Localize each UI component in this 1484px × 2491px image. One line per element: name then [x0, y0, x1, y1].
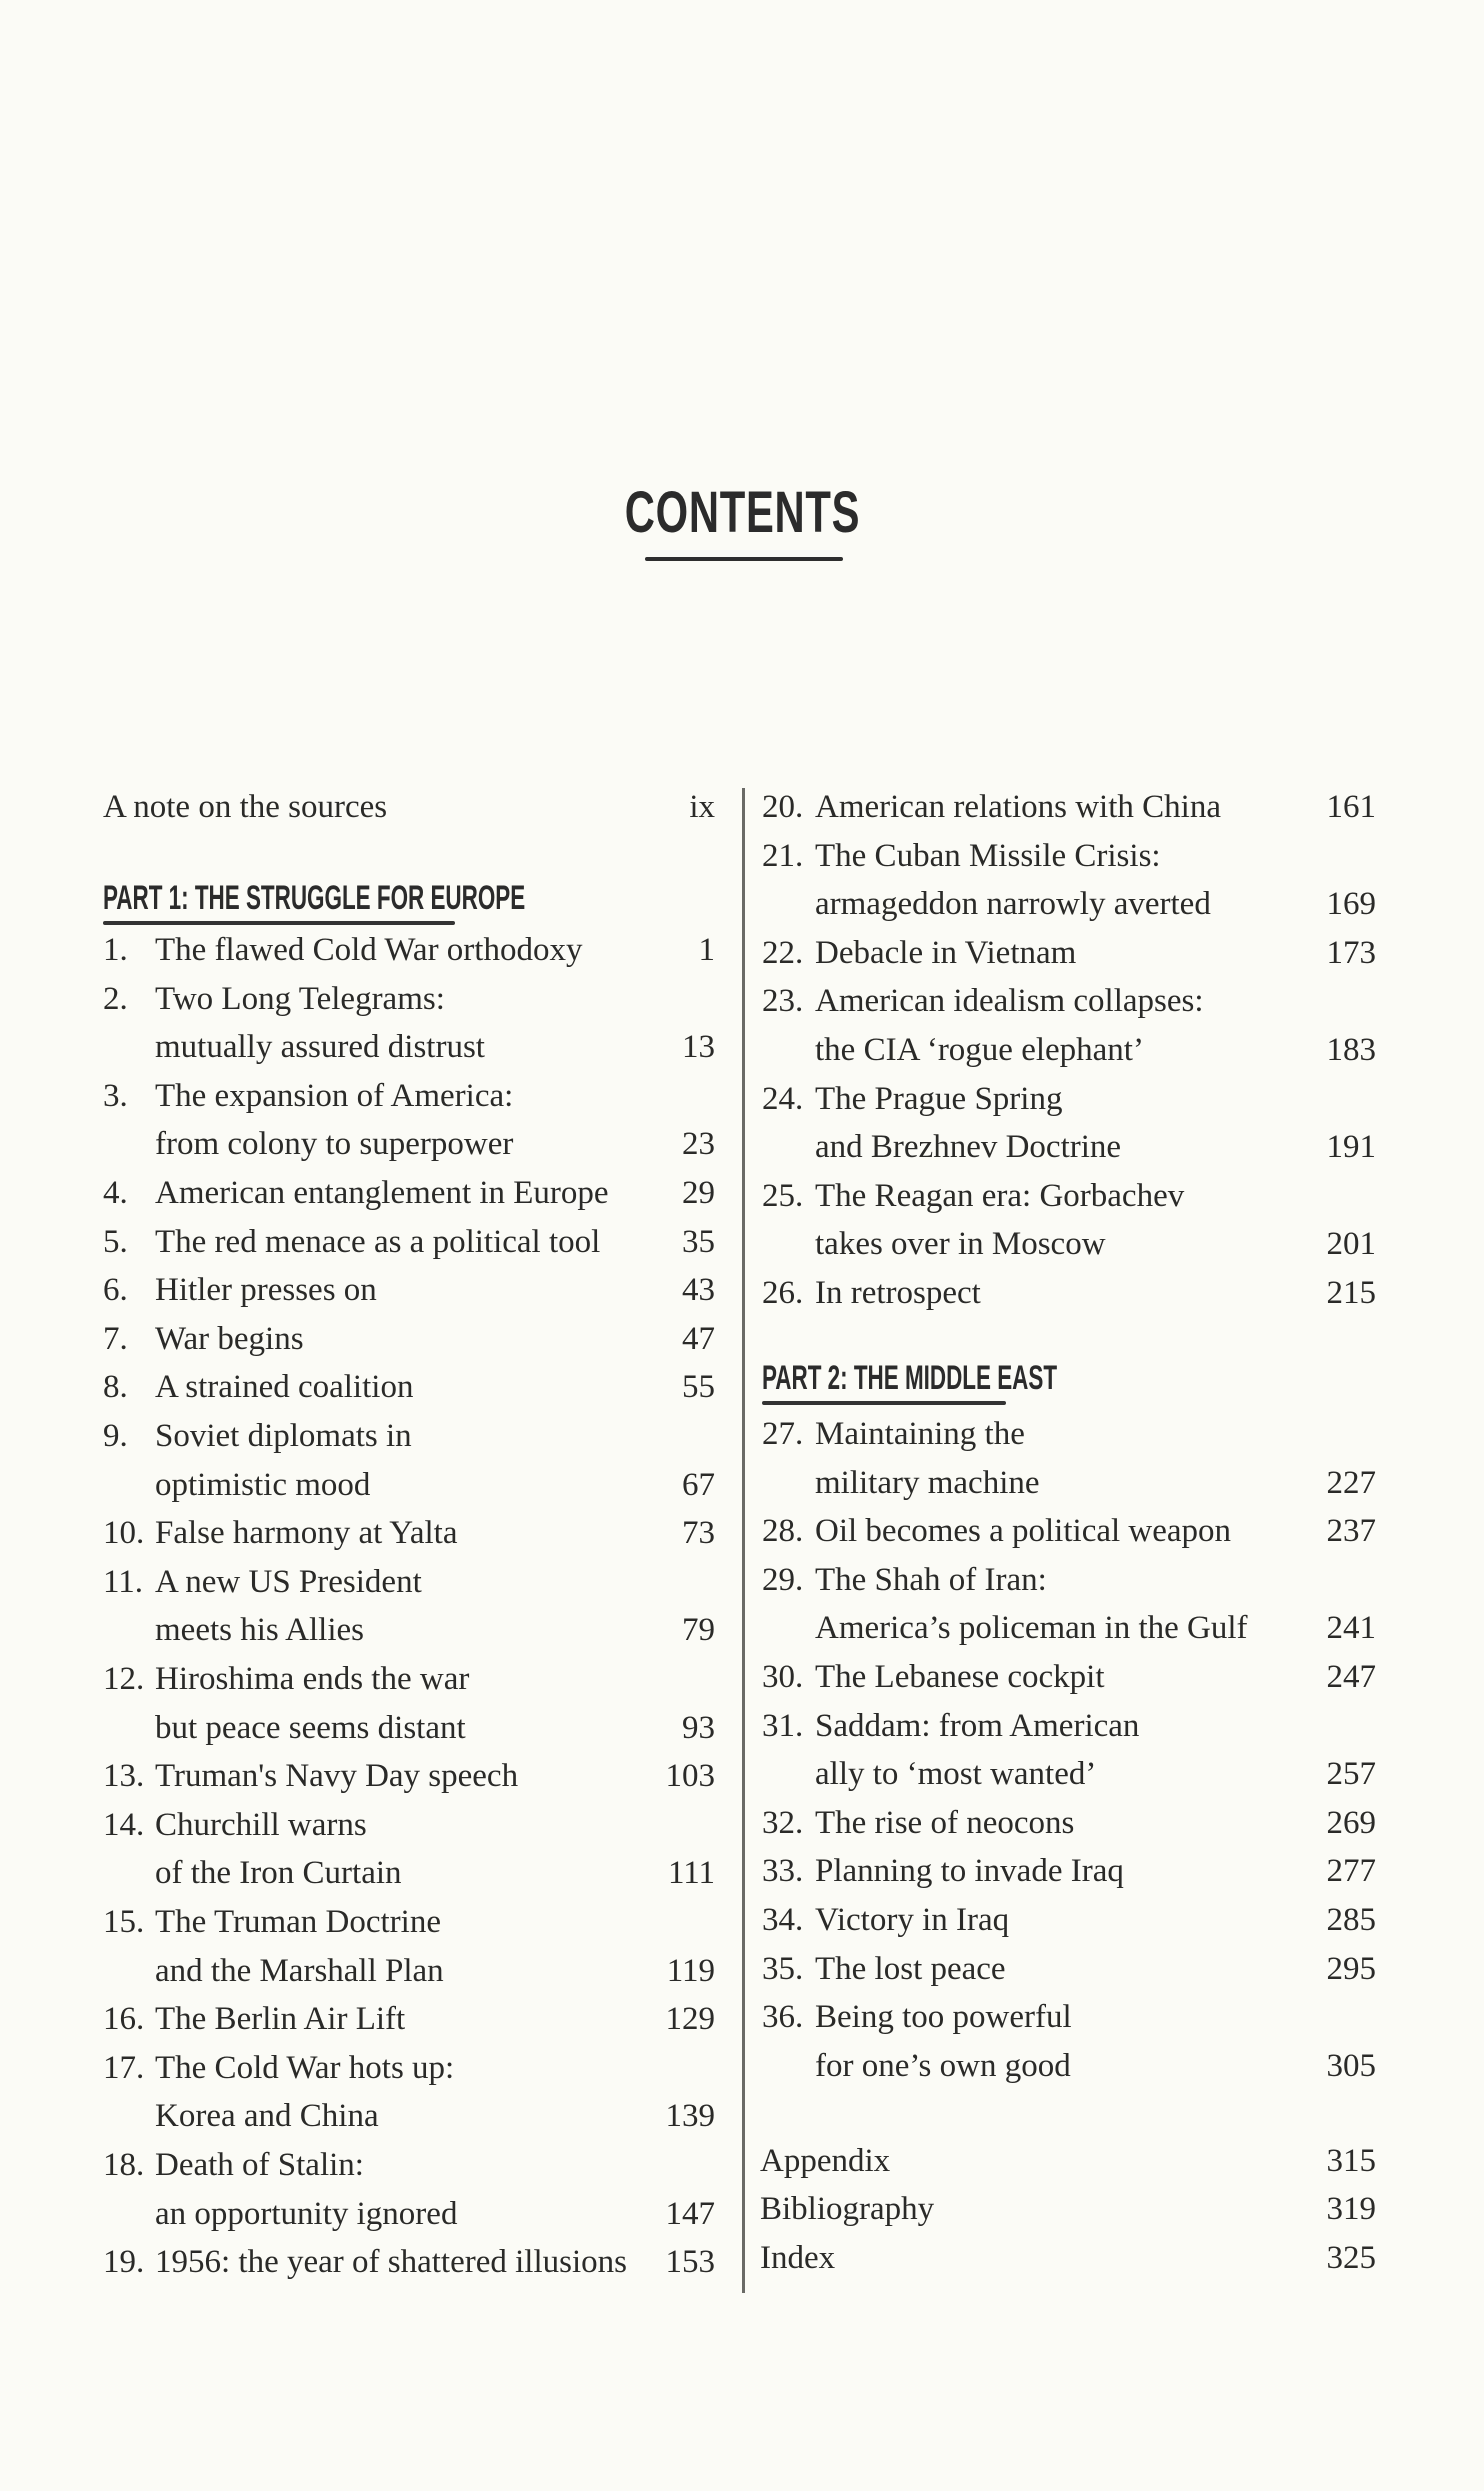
- page-number: 325: [1326, 2239, 1376, 2276]
- page-number: 1: [698, 932, 715, 968]
- chapter-title: for one’s own good: [815, 2047, 1071, 2084]
- part-heading-label: PART 2: THE MIDDLE EAST: [762, 1359, 1058, 1397]
- part-heading: [762, 1354, 1209, 1402]
- chapter-number: 32.: [762, 1804, 804, 1841]
- page-number: 73: [682, 1515, 715, 1552]
- chapter-number: 35.: [762, 1950, 804, 1987]
- page-number: 153: [665, 2244, 715, 2281]
- toc-entry[interactable]: [103, 1218, 715, 1266]
- part-heading-underline: [762, 1401, 1006, 1405]
- chapter-title: The Lebanese cockpit: [815, 1659, 1105, 1695]
- chapter-title: The Cold War hots up:: [155, 2049, 455, 2086]
- toc-entry[interactable]: [103, 1461, 715, 1509]
- page-number: 227: [1326, 1464, 1376, 1501]
- chapter-number: 17.: [103, 2049, 145, 2086]
- chapter-title: armageddon narrowly averted: [815, 886, 1211, 923]
- page-number: 201: [1326, 1226, 1376, 1263]
- toc-entry[interactable]: [762, 880, 1376, 928]
- chapter-title: but peace seems distant: [155, 1709, 466, 1746]
- toc-entry[interactable]: [762, 1220, 1376, 1268]
- chapter-title: the CIA ‘rogue elephant’: [815, 1032, 1144, 1068]
- chapter-title: The lost peace: [815, 1950, 1006, 1987]
- part-heading-underline: [103, 921, 455, 925]
- page-number: 305: [1326, 2047, 1376, 2084]
- page-number: 119: [666, 1952, 715, 1989]
- chapter-number: 2.: [103, 980, 128, 1017]
- toc-entry[interactable]: [103, 1169, 715, 1217]
- entry-title: Bibliography: [760, 2191, 935, 2228]
- chapter-number: 10.: [103, 1515, 145, 1552]
- chapter-title: False harmony at Yalta: [155, 1515, 458, 1552]
- chapter-title: Hiroshima ends the war: [155, 1661, 470, 1697]
- chapter-title: and Brezhnev Doctrine: [815, 1129, 1122, 1166]
- page-number: 173: [1326, 934, 1376, 971]
- toc-entry[interactable]: [762, 1702, 1376, 1750]
- chapter-title: Two Long Telegrams:: [155, 980, 445, 1017]
- chapter-title: Maintaining the: [815, 1416, 1025, 1452]
- chapter-title: mutually assured distrust: [155, 1029, 485, 1066]
- chapter-number: 18.: [103, 2147, 145, 2183]
- chapter-number: 23.: [762, 983, 804, 1020]
- toc-entry[interactable]: [103, 2190, 715, 2238]
- chapter-number: 22.: [762, 934, 804, 971]
- toc-entry[interactable]: [762, 1075, 1376, 1123]
- entry-title: A note on the sources: [103, 789, 388, 825]
- toc-entry[interactable]: [762, 1556, 1376, 1604]
- chapter-title: Soviet diplomats in: [155, 1418, 412, 1454]
- toc-entry[interactable]: [762, 1993, 1376, 2041]
- chapter-title: takes over in Moscow: [815, 1226, 1106, 1263]
- chapter-title: The Reagan era: Gorbachev: [815, 1177, 1185, 1214]
- page-number: 35: [682, 1223, 715, 1260]
- page-number: 23: [682, 1126, 715, 1163]
- page-number: 319: [1326, 2191, 1376, 2228]
- chapter-title: from colony to superpower: [155, 1126, 514, 1163]
- page-number: 285: [1326, 1902, 1376, 1938]
- chapter-number: 6.: [103, 1272, 128, 1309]
- chapter-number: 30.: [762, 1659, 804, 1695]
- page-number: 277: [1326, 1853, 1376, 1890]
- page-number: 111: [667, 1855, 715, 1892]
- chapter-title: Being too powerful: [815, 1999, 1072, 2036]
- page-number: 295: [1326, 1950, 1376, 1987]
- chapter-title: Victory in Iraq: [815, 1902, 1010, 1938]
- toc-entry[interactable]: [762, 1410, 1376, 1458]
- page-number: 147: [665, 2195, 715, 2232]
- entry-title: Appendix: [760, 2142, 891, 2179]
- toc-entry[interactable]: [762, 1750, 1376, 1798]
- page-number: 241: [1326, 1610, 1376, 1647]
- chapter-title: Debacle in Vietnam: [815, 934, 1077, 971]
- toc-entry[interactable]: [103, 1509, 715, 1557]
- chapter-title: War begins: [155, 1320, 304, 1357]
- chapter-number: 13.: [103, 1758, 145, 1795]
- toc-entry[interactable]: [103, 1558, 715, 1606]
- chapter-number: 12.: [103, 1661, 145, 1697]
- chapter-number: 24.: [762, 1080, 804, 1117]
- toc-entry[interactable]: [103, 1752, 715, 1800]
- page-number: ix: [689, 789, 715, 825]
- chapter-number: 1.: [103, 932, 128, 968]
- chapter-number: 11.: [103, 1563, 144, 1600]
- title-underline: [645, 557, 843, 561]
- chapter-title: The Prague Spring: [815, 1080, 1063, 1117]
- chapter-number: 28.: [762, 1513, 804, 1550]
- toc-entry[interactable]: [762, 1847, 1376, 1895]
- toc-entry[interactable]: [103, 1849, 715, 1897]
- toc-entry[interactable]: [762, 1123, 1376, 1171]
- toc-entry[interactable]: [762, 929, 1376, 977]
- chapter-title: The red menace as a political tool: [155, 1223, 601, 1260]
- toc-entry[interactable]: [103, 2141, 715, 2189]
- chapter-title: America’s policeman in the Gulf: [815, 1610, 1248, 1647]
- chapter-number: 21.: [762, 837, 804, 874]
- toc-entry[interactable]: [103, 1023, 715, 1071]
- chapter-title: and the Marshall Plan: [155, 1952, 444, 1989]
- page-number: 315: [1326, 2142, 1376, 2179]
- chapter-title: meets his Allies: [155, 1612, 364, 1649]
- toc-entry[interactable]: [103, 1898, 715, 1946]
- chapter-title: Hitler presses on: [155, 1272, 377, 1309]
- toc-entry-back-matter[interactable]: [760, 2185, 1376, 2233]
- toc-entry[interactable]: [103, 1655, 715, 1703]
- page-number: 161: [1326, 789, 1376, 825]
- page-number: 169: [1326, 886, 1376, 923]
- chapter-title: Saddam: from American: [815, 1707, 1140, 1744]
- page-number: 47: [682, 1320, 715, 1357]
- page-number: 93: [682, 1709, 715, 1746]
- toc-entry[interactable]: [762, 832, 1376, 880]
- chapter-number: 33.: [762, 1853, 804, 1890]
- page-number: 139: [665, 2098, 715, 2135]
- toc-entry[interactable]: [103, 1704, 715, 1752]
- toc-entry[interactable]: [103, 926, 715, 974]
- toc-entry[interactable]: [762, 1026, 1376, 1074]
- toc-entry[interactable]: [762, 1269, 1376, 1317]
- toc-entry[interactable]: [762, 1507, 1376, 1555]
- chapter-title: of the Iron Curtain: [155, 1855, 402, 1892]
- chapter-number: 9.: [103, 1418, 128, 1454]
- chapter-number: 14.: [103, 1806, 145, 1843]
- toc-entry[interactable]: [762, 1799, 1376, 1847]
- chapter-title: American entanglement in Europe: [155, 1175, 609, 1211]
- chapter-number: 16.: [103, 2001, 145, 2038]
- toc-entry-back-matter[interactable]: [760, 2234, 1376, 2282]
- chapter-number: 3.: [103, 1077, 128, 1114]
- toc-entry[interactable]: [103, 1363, 715, 1411]
- chapter-number: 20.: [762, 789, 804, 825]
- chapter-number: 19.: [103, 2244, 145, 2281]
- chapter-title: The rise of neocons: [815, 1804, 1075, 1841]
- chapter-title: The Truman Doctrine: [155, 1904, 441, 1940]
- toc-entry[interactable]: [103, 1947, 715, 1995]
- chapter-title: In retrospect: [815, 1275, 981, 1311]
- toc-entry[interactable]: [762, 783, 1376, 831]
- chapter-number: 29.: [762, 1561, 804, 1598]
- chapter-title: A new US President: [155, 1563, 422, 1600]
- page-number: 129: [665, 2001, 715, 2038]
- chapter-number: 36.: [762, 1999, 804, 2036]
- chapter-title: The flawed Cold War orthodoxy: [155, 932, 583, 968]
- page-title: CONTENTS: [624, 480, 860, 545]
- chapter-title: The Shah of Iran:: [815, 1561, 1047, 1598]
- page-number: 103: [665, 1758, 715, 1795]
- chapter-title: The Cuban Missile Crisis:: [815, 837, 1161, 874]
- chapter-title: American relations with China: [815, 789, 1221, 825]
- toc-entry[interactable]: [762, 1653, 1376, 1701]
- chapter-number: 4.: [103, 1175, 128, 1211]
- chapter-number: 27.: [762, 1416, 804, 1452]
- page-number: 13: [682, 1029, 715, 1066]
- toc-entry[interactable]: [103, 1266, 715, 1314]
- toc-entry[interactable]: [762, 977, 1376, 1025]
- column-divider: [742, 788, 745, 2293]
- toc-entry[interactable]: [103, 1606, 715, 1654]
- toc-entry-front-matter[interactable]: [103, 783, 715, 831]
- toc-entry[interactable]: [103, 975, 715, 1023]
- chapter-title: Truman's Navy Day speech: [155, 1758, 519, 1795]
- page-number: 55: [682, 1369, 715, 1406]
- chapter-title: an opportunity ignored: [155, 2195, 458, 2232]
- entry-title: Index: [760, 2239, 836, 2276]
- page-number: 257: [1326, 1756, 1376, 1793]
- chapter-title: optimistic mood: [155, 1466, 371, 1503]
- part-heading-label: PART 1: THE STRUGGLE FOR EUROPE: [103, 879, 526, 917]
- page-number: 29: [682, 1175, 715, 1211]
- toc-entry[interactable]: [103, 1412, 715, 1460]
- toc-entry[interactable]: [762, 2042, 1376, 2090]
- toc-entry[interactable]: [103, 1995, 715, 2043]
- chapter-number: 31.: [762, 1707, 804, 1744]
- page-number: 247: [1326, 1659, 1376, 1695]
- page-number: 43: [682, 1272, 715, 1309]
- chapter-title: ally to ‘most wanted’: [815, 1756, 1097, 1793]
- page-title-wrap: [0, 474, 1484, 552]
- chapter-number: 26.: [762, 1275, 804, 1311]
- page-number: 269: [1326, 1804, 1376, 1841]
- toc-entry[interactable]: [762, 1945, 1376, 1993]
- chapter-number: 25.: [762, 1177, 804, 1214]
- chapter-title: Churchill warns: [155, 1806, 367, 1843]
- page-number: 215: [1326, 1275, 1376, 1311]
- chapter-title: military machine: [815, 1464, 1040, 1501]
- page-number: 67: [682, 1466, 715, 1503]
- page-number: 237: [1326, 1513, 1376, 1550]
- chapter-title: Planning to invade Iraq: [815, 1853, 1124, 1890]
- chapter-title: Death of Stalin:: [155, 2147, 364, 2183]
- chapter-title: The Berlin Air Lift: [155, 2001, 406, 2038]
- chapter-number: 15.: [103, 1904, 145, 1940]
- toc-entry[interactable]: [762, 1459, 1376, 1507]
- page-number: 183: [1326, 1032, 1376, 1068]
- toc-entry[interactable]: [103, 1315, 715, 1363]
- chapter-title: 1956: the year of shattered illusions: [155, 2244, 627, 2281]
- chapter-number: 8.: [103, 1369, 128, 1406]
- chapter-title: The expansion of America:: [155, 1077, 514, 1114]
- toc-entry[interactable]: [103, 1801, 715, 1849]
- toc-entry[interactable]: [103, 2092, 715, 2140]
- chapter-number: 7.: [103, 1320, 128, 1357]
- chapter-title: Oil becomes a political weapon: [815, 1513, 1232, 1550]
- toc-entry[interactable]: [762, 1604, 1376, 1652]
- chapter-number: 34.: [762, 1902, 804, 1938]
- toc-entry-back-matter[interactable]: [760, 2137, 1376, 2185]
- chapter-title: Korea and China: [155, 2098, 379, 2135]
- page-number: 191: [1326, 1129, 1376, 1166]
- page-number: 79: [682, 1612, 715, 1649]
- toc-entry[interactable]: [762, 1172, 1376, 1220]
- chapter-number: 5.: [103, 1223, 128, 1260]
- chapter-title: A strained coalition: [155, 1369, 414, 1406]
- chapter-title: American idealism collapses:: [815, 983, 1204, 1020]
- toc-entry[interactable]: [103, 2238, 715, 2286]
- toc-entry[interactable]: [103, 1072, 715, 1120]
- toc-entry[interactable]: [103, 2044, 715, 2092]
- toc-entry[interactable]: [762, 1896, 1376, 1944]
- part-heading: [103, 874, 743, 922]
- toc-entry[interactable]: [103, 1120, 715, 1168]
